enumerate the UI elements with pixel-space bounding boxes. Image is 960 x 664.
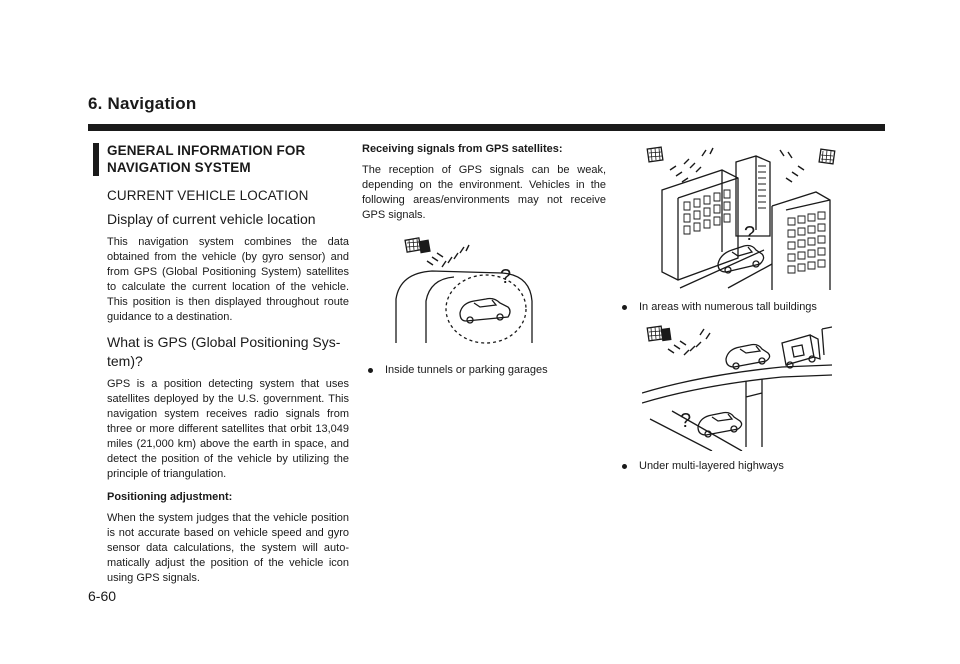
- caption-tall-buildings-text: In areas with numerous tall buildings: [639, 301, 817, 313]
- bullet-icon: [622, 464, 627, 469]
- tall-buildings-illustration: [632, 140, 842, 290]
- question-mark: ?: [500, 266, 512, 288]
- satellite-icon: [647, 147, 663, 162]
- multi-layered-highway-illustration: [642, 321, 832, 451]
- section-heading-bar: [93, 143, 99, 176]
- caption-tall-buildings: [622, 300, 892, 315]
- tunnel-arch: [396, 271, 532, 343]
- satellite-icon: [405, 238, 430, 253]
- paragraph-receiving-signals: The reception of GPS signals can be weak, depending on the environment. Vehicles in the following areas/environments may not receive GPS signals.: [362, 164, 606, 221]
- caption-tunnels: [368, 363, 606, 378]
- pillar: [746, 379, 762, 447]
- heading-display-location: Display of current vehicle location: [107, 211, 316, 227]
- heading-what-is-gps: What is GPS (Global Positioning Sys-tem)?: [107, 334, 341, 369]
- chapter-title: 6. Navigation: [88, 94, 197, 113]
- building-right: [772, 192, 830, 290]
- satellite-icon: [647, 326, 671, 341]
- signal-waves-icon: [427, 245, 469, 267]
- tunnel-mouth: [446, 275, 526, 343]
- question-mark: ?: [680, 410, 692, 432]
- heading-receiving-signals: Receiving signals from GPS satellites:: [362, 143, 563, 155]
- heading-positioning-adjustment: Positioning adjustment:: [107, 491, 233, 503]
- right-column: [612, 140, 892, 474]
- bullet-icon: [622, 305, 627, 310]
- truck-icon: [782, 327, 832, 368]
- tunnel-illustration: [382, 231, 542, 351]
- street-lines: [680, 250, 772, 288]
- page-number: 6-60: [88, 588, 117, 604]
- section-heading: [93, 142, 349, 176]
- section-heading-text: GENERAL INFORMATION FOR NAVIGATION SYSTEM: [107, 143, 306, 175]
- upper-deck: [642, 365, 832, 403]
- subheading-current-location: CURRENT VEHICLE LOCATION: [107, 188, 309, 203]
- question-mark: ?: [744, 223, 756, 245]
- car-icon: [718, 246, 764, 274]
- signal-waves-icon: [668, 329, 710, 355]
- car-icon: [726, 345, 770, 370]
- caption-highways-text: Under multi-layered highways: [639, 460, 784, 472]
- car-icon: [460, 299, 510, 324]
- paragraph-positioning-adjustment: When the system judges that the vehicle position is not accurate based on vehicle speed and gyro sensor data calculations, the system will auto-matically adjust the position of the vehicle icon using GPS signals.: [107, 512, 349, 584]
- caption-tunnels-text: Inside tunnels or parking garages: [385, 364, 548, 376]
- bullet-icon: [368, 368, 373, 373]
- satellite-icon: [819, 149, 835, 164]
- caption-highways: [622, 459, 892, 474]
- building-left: [662, 170, 738, 280]
- car-icon: [698, 413, 742, 438]
- header-rule: [88, 124, 885, 131]
- left-column: [107, 142, 349, 594]
- middle-column: [362, 142, 606, 378]
- paragraph-what-is-gps: GPS is a position detecting system that uses satellites deployed by the U.S. government. This navigation system receives radio signals from three or more different satellites that orbit 13,049 miles (21,000 km) above the earth in space, and detect the position of the vehicle by utilizing the principle of triangulation.: [107, 378, 349, 480]
- paragraph-display-location: This navigation system combines the data obtained from the vehicle (by gyro sensor) and from GPS (Global Positioning System) satellites to calculate the current location of the vehicle. This position is then displayed throughout route guidance to a destination.: [107, 236, 349, 323]
